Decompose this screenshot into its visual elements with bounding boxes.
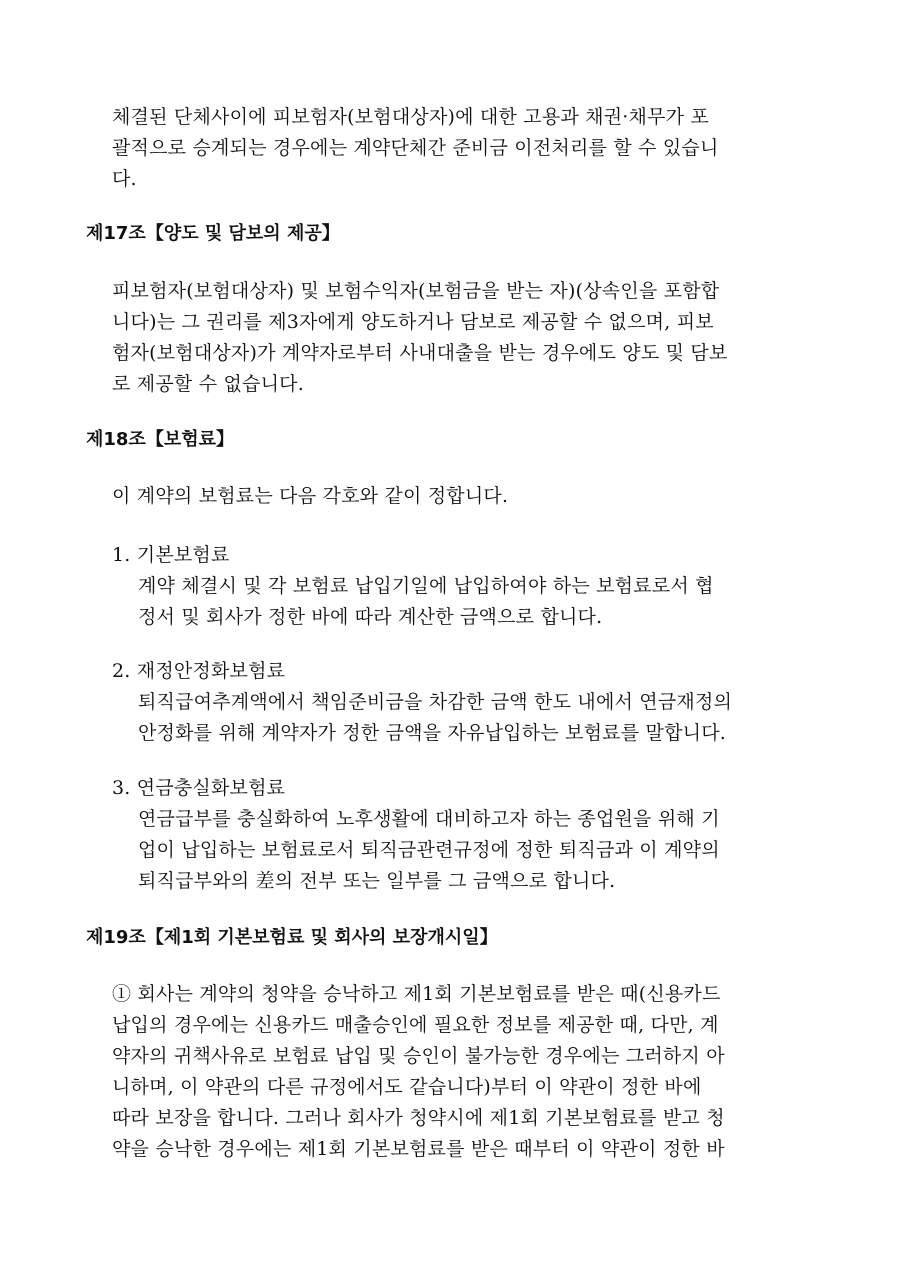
item-title: 2. 재정안정화보험료	[112, 660, 286, 682]
article-19-heading: 제19조【제1회 기본보험료 및 회사의 보장개시일】	[86, 927, 498, 948]
article-18-item-3-body	[138, 804, 720, 897]
article-19-line: 약을 승낙한 경우에는 제1회 기본보험료를 받은 때부터 이 약관이 정한 바	[112, 1138, 725, 1160]
article-19-line: 약자의 귀책사유로 보험료 납입 및 승인이 불가능한 경우에는 그러하지 아	[112, 1045, 725, 1067]
article-18-item-1-body	[138, 571, 714, 633]
article-18-item-2-title	[112, 656, 285, 687]
item-line: 퇴직급부와의 差의 전부 또는 일부를 그 금액으로 합니다.	[138, 870, 616, 892]
item-line: 업이 납입하는 보험료로서 퇴직금관련규정에 정한 퇴직금과 이 계약의	[138, 839, 720, 861]
article-19-line: 니하며, 이 약관의 다른 규정에서도 같습니다)부터 이 약관이 정한 바에	[112, 1076, 702, 1098]
article-18-intro-line: 이 계약의 보험료는 다음 각호와 같이 정합니다.	[112, 485, 509, 507]
article-17-body	[112, 276, 728, 400]
item-line: 연금급부를 충실화하여 노후생활에 대비하고자 하는 종업원을 위해 기	[138, 808, 720, 830]
article-17-line: 피보험자(보험대상자) 및 보험수익자(보험금을 받는 자)(상속인을 포함합	[112, 280, 720, 302]
article-17-line: 니다)는 그 권리를 제3자에게 양도하거나 담보로 제공할 수 없으며, 피보	[112, 311, 714, 333]
item-line: 안정화를 위해 계약자가 정한 금액을 자유납입하는 보험료를 말합니다.	[138, 722, 726, 744]
intro-line: 다.	[112, 168, 137, 190]
article-18-item-3-title	[112, 773, 285, 804]
article-17-line: 험자(보험대상자)가 계약자로부터 사내대출을 받는 경우에도 양도 및 담보	[112, 342, 728, 364]
item-title: 1. 기본보험료	[112, 544, 230, 566]
item-title: 3. 연금충실화보험료	[112, 777, 286, 799]
intro-line: 체결된 단체사이에 피보험자(보험대상자)에 대한 고용과 채권·채무가 포	[112, 106, 709, 128]
item-line: 퇴직급여추계액에서 책임준비금을 차감한 금액 한도 내에서 연금재정의	[138, 691, 733, 713]
article-17-line: 로 제공할 수 없습니다.	[112, 373, 304, 395]
item-line: 정서 및 회사가 정한 바에 따라 계산한 금액으로 합니다.	[138, 606, 603, 628]
article-19-line: 따라 보장을 합니다. 그러나 회사가 청약시에 제1회 기본보험료를 받고 청	[112, 1107, 725, 1129]
article-18-item-2-body	[138, 687, 732, 749]
intro-line: 괄적으로 승계되는 경우에는 계약단체간 준비금 이전처리를 할 수 있습니	[112, 137, 719, 159]
article-19-line: 납입의 경우에는 신용카드 매출승인에 필요한 정보를 제공한 때, 다만, 계	[112, 1014, 719, 1036]
article-18-intro	[112, 481, 508, 512]
intro-paragraph	[112, 102, 719, 195]
article-19-body	[112, 979, 725, 1165]
item-line: 계약 체결시 및 각 보험료 납입기일에 납입하여야 하는 보험료로서 협	[138, 575, 714, 597]
article-18-heading: 제18조【보험료】	[86, 429, 234, 450]
article-18-item-1-title	[112, 540, 230, 571]
article-19-line: ① 회사는 계약의 청약을 승낙하고 제1회 기본보험료를 받은 때(신용카드	[112, 983, 721, 1005]
article-17-heading: 제17조【양도 및 담보의 제공】	[86, 223, 340, 244]
